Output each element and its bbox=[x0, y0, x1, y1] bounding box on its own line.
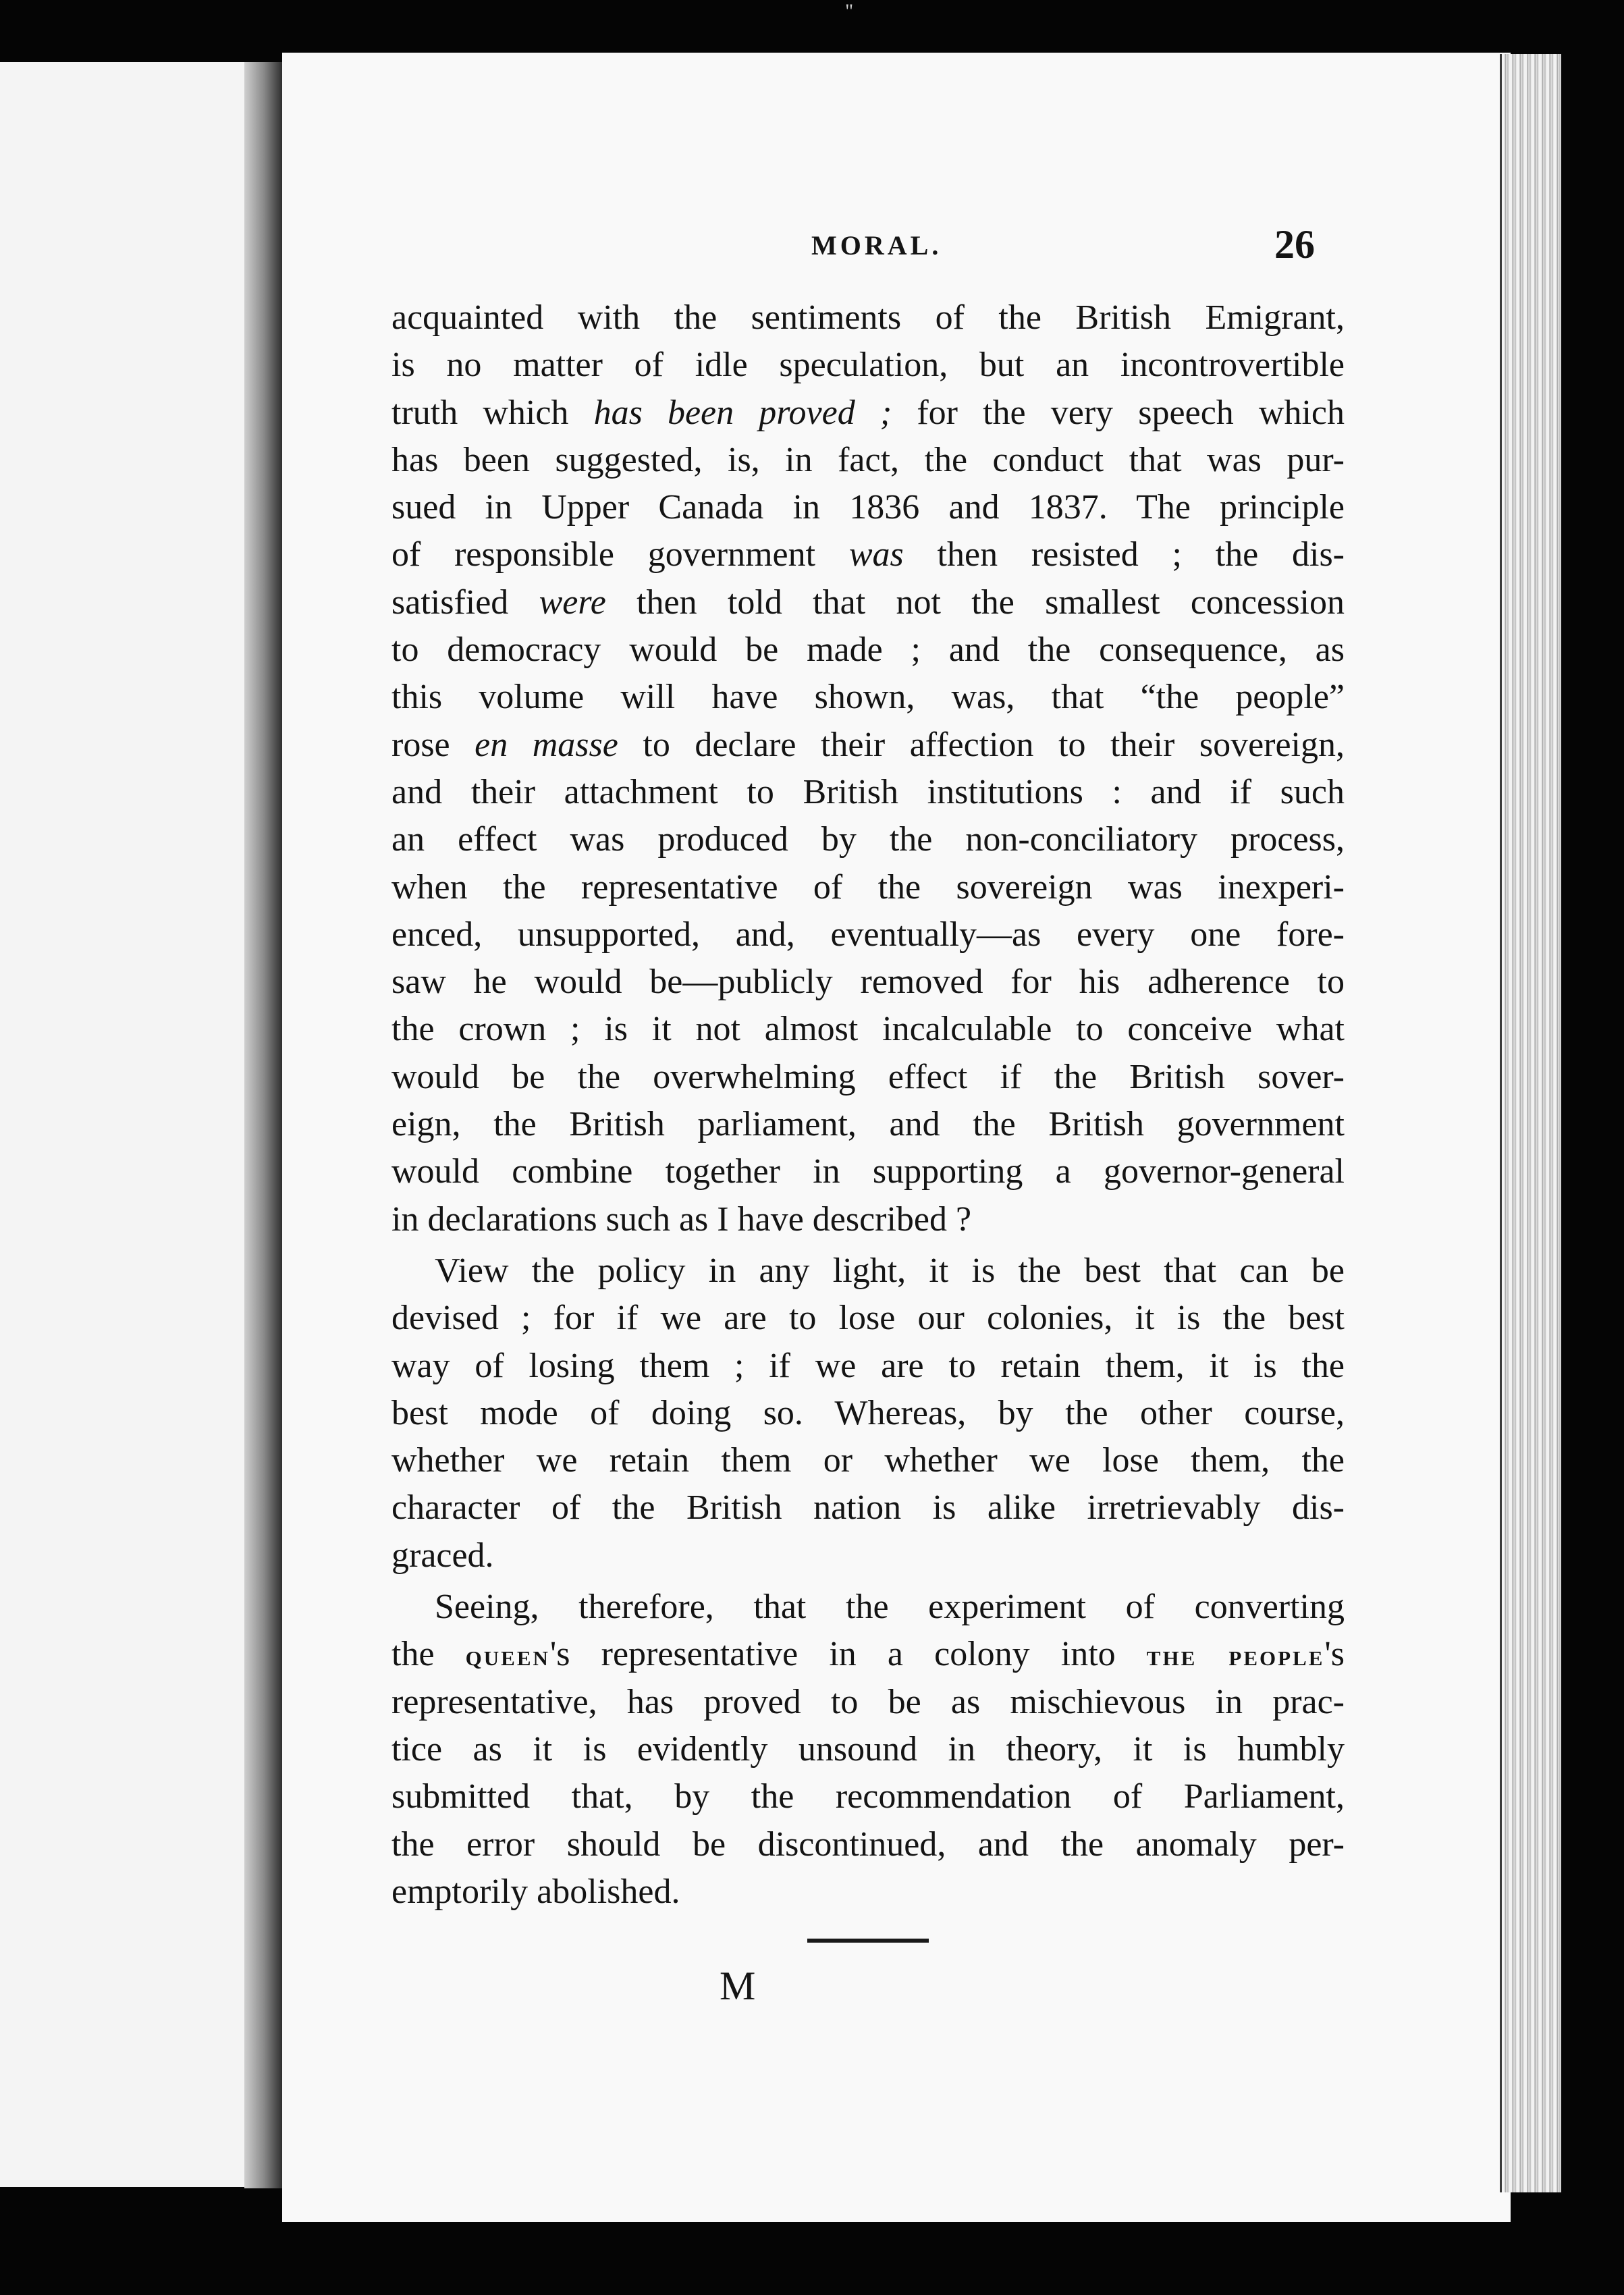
page-number: 26 bbox=[1274, 222, 1315, 267]
text-line: graced. bbox=[391, 1536, 494, 1575]
ornament-rule bbox=[807, 1939, 929, 1943]
page-edges bbox=[1500, 54, 1561, 2192]
text-line: sued in Upper Canada in 1836 and 1837. The principle bbox=[391, 488, 1345, 527]
running-head: MORAL. bbox=[811, 230, 942, 261]
text-line: emptorily abolished. bbox=[391, 1872, 680, 1911]
text-line: character of the British nation is alike irretrievably dis- bbox=[391, 1488, 1345, 1528]
text-line: Seeing, therefore, that the experiment of converting bbox=[435, 1588, 1345, 1627]
text-line: rose en masse to declare their affection to their sovereign, bbox=[391, 725, 1345, 764]
signature-mark: M bbox=[720, 1964, 756, 2008]
text-line: would combine together in supporting a governor-general bbox=[391, 1152, 1345, 1191]
text-line: whether we retain them or whether we lose them, the bbox=[391, 1441, 1345, 1480]
text-line: representative, has proved to be as mischievous in prac- bbox=[391, 1682, 1345, 1721]
text-line: enced, unsupported, and, eventually—as every one fore- bbox=[391, 915, 1345, 954]
text-line: saw he would be—publicly removed for his adherence to bbox=[391, 963, 1345, 1002]
text-line: submitted that, by the recommendation of Parliament, bbox=[391, 1777, 1345, 1816]
text-line: eign, the British parliament, and the British government bbox=[391, 1105, 1345, 1144]
body-text bbox=[391, 294, 1345, 1916]
text-line: has been suggested, is, in fact, the conduct that was pur- bbox=[391, 440, 1345, 479]
text-line: tice as it is evidently unsound in theory, it is humbly bbox=[391, 1729, 1345, 1769]
text-line: of responsible government was then resisted ; the dis- bbox=[391, 535, 1345, 574]
scan-mark: " bbox=[845, 0, 854, 22]
text-line: the error should be discontinued, and the anomaly per- bbox=[391, 1825, 1345, 1864]
text-line: the crown ; is it not almost incalculable to conceive what bbox=[391, 1010, 1345, 1049]
text-line: to democracy would be made ; and the consequence, as bbox=[391, 630, 1345, 670]
text-line: way of losing them ; if we are to retain them, it is the bbox=[391, 1346, 1345, 1385]
text-line: acquainted with the sentiments of the British Emigrant, bbox=[391, 298, 1345, 337]
text-line: the queen's representative in a colony into the people's bbox=[391, 1635, 1345, 1674]
text-line: View the policy in any light, it is the best that can be bbox=[435, 1251, 1345, 1290]
text-line: an effect was produced by the non-conciliatory process, bbox=[391, 820, 1345, 859]
text-line: when the representative of the sovereign was inexperi- bbox=[391, 867, 1345, 907]
text-line: satisfied were then told that not the smallest concession bbox=[391, 583, 1345, 622]
text-line: would be the overwhelming effect if the British sover- bbox=[391, 1057, 1345, 1096]
text-line: in declarations such as I have described ? bbox=[391, 1199, 972, 1239]
text-line: this volume will have shown, was, that “the people” bbox=[391, 678, 1345, 717]
text-line: and their attachment to British institutions : and if such bbox=[391, 772, 1345, 811]
text-line: devised ; for if we are to lose our colonies, it is the best bbox=[391, 1299, 1345, 1338]
text-line: truth which has been proved ; for the very speech which bbox=[391, 393, 1345, 432]
text-line: best mode of doing so. Whereas, by the other course, bbox=[391, 1393, 1345, 1432]
text-line: is no matter of idle speculation, but an incontrovertible bbox=[391, 346, 1345, 385]
